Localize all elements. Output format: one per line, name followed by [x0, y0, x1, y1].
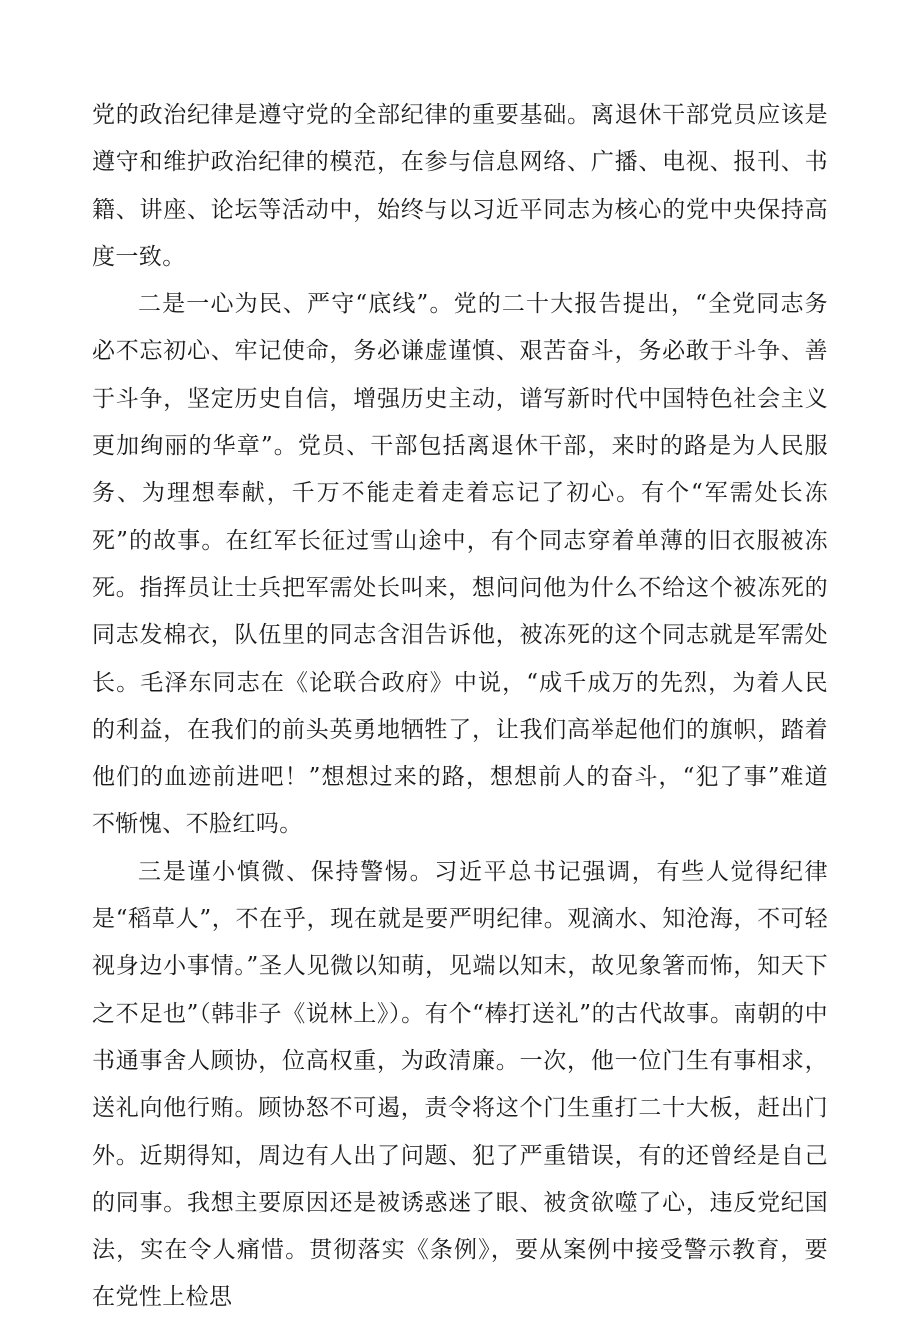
paragraph-point-three: 三是谨小慎微、保持警惕。习近平总书记强调，有些人觉得纪律是“稻草人”，不在乎，现在就是要严明纪律。观滴水、知沧海，不可轻视身边小事情。”圣人见微以知萌，见端以知末，故见象箸而怖，知天下之不足也”（韩非子《说林上》）。有个“棒打送礼”的古代故事。南朝的中书通事舍人顾协，位高权重，为政清廉。一次，他一位门生有事相求，送礼向他行贿。顾协怒不可遏，责令将这个门生重打二十大板，赶出门外。近期得知，周边有人出了问题、犯了严重错误，有的还曾经是自己的同事。我想主要原因还是被诱惑迷了眼、被贪欲噬了心，违反党纪国法，实在令人痛惜。贯彻落实《条例》，要从案例中接受警示教育，要在党性上检思: [92, 858, 828, 1311]
body-text: [92, 92, 828, 1322]
paragraph-continuation: 党的政治纪律是遵守党的全部纪律的重要基础。离退休干部党员应该是遵守和维护政治纪律的模范，在参与信息网络、广播、电视、报刊、书籍、讲座、论坛等活动中，始终与以习近平同志为核心的党中央保持高度一致。: [92, 102, 828, 270]
paragraph-point-two: 二是一心为民、严守“底线”。党的二十大报告提出，“全党同志务必不忘初心、牢记使命，务必谦虚谨慎、艰苦奋斗，务必敢于斗争、善于斗争，坚定历史自信，增强历史主动，谱写新时代中国特色社会主义更加绚丽的华章”。党员、干部包括离退休干部，来时的路是为人民服务、为理想奉献，千万不能走着走着忘记了初心。有个“军需处长冻死”的故事。在红军长征过雪山途中，有个同志穿着单薄的旧衣服被冻死。指挥员让士兵把军需处长叫来，想问问他为什么不给这个被冻死的同志发棉衣，队伍里的同志含泪告诉他，被冻死的这个同志就是军需处长。毛泽东同志在《论联合政府》中说，“成千成万的先烈，为着人民的利益，在我们的前头英勇地牺牲了，让我们高举起他们的旗帜，踏着他们的血迹前进吧！”想想过来的路，想想前人的奋斗，“犯了事”难道不惭愧、不脸红吗。: [92, 291, 828, 838]
